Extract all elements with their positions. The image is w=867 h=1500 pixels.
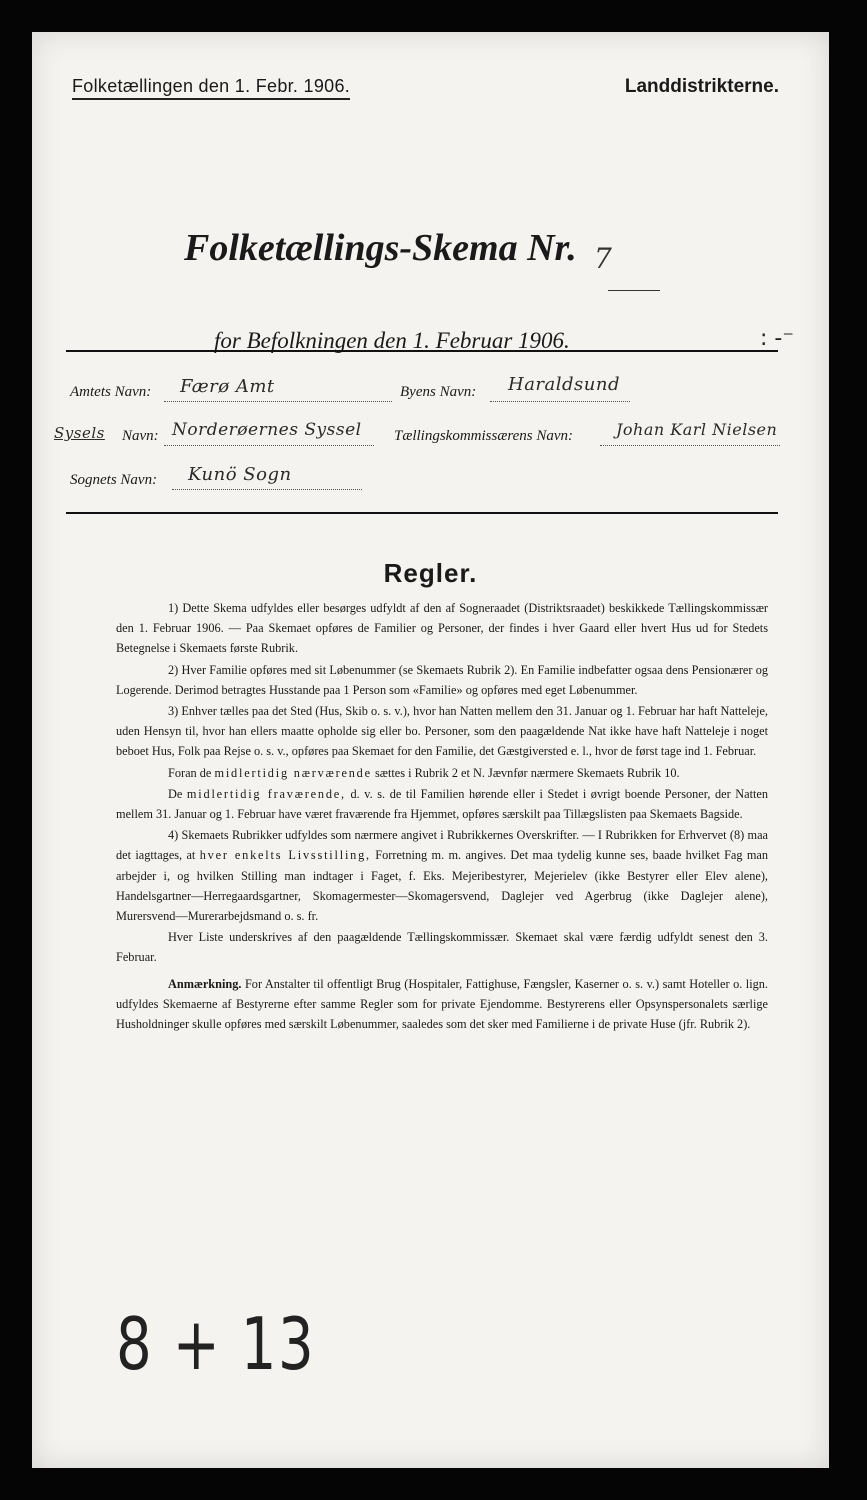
header-census-date: Folketællingen den 1. Febr. 1906. <box>72 76 350 100</box>
annotation-note <box>116 974 768 1035</box>
byens-line <box>490 401 630 402</box>
form-subtitle: for Befolkningen den 1. Februar 1906. <box>214 328 570 353</box>
rules-body <box>116 598 768 1035</box>
sogn-value: Kunö Sogn <box>188 464 292 485</box>
amt-line <box>164 401 392 402</box>
rule-4-post: Forretning m. m. angives. Det maa tydelig kunne ses, baade hvilket Fag man arbejder i, og hvilken Stilling man indtager i Faget, f. Eks. Mejeribestyrer, Mejerielev (ikke Bestyrer eller Elev alene), Handelsgartner—Herregaardsgartner, Skomagermester—Skomagersvend, Daglejer ved Agerbrug (ikke Daglejer alene), Murersvend—Murerarbejdsmand o. s. fr. <box>116 848 769 924</box>
rule-3b <box>116 763 768 783</box>
sogn-line <box>172 489 362 490</box>
kommissaer-label: Tællingskommissærens Navn: <box>394 428 574 444</box>
byens-value: Haraldsund <box>508 374 620 395</box>
amt-label: Amtets Navn: <box>70 384 152 400</box>
form-number: 7 <box>594 242 612 275</box>
sogn-label: Sognets Navn: <box>70 472 158 488</box>
annotation-text: For Anstalter til offentligt Brug (Hospitaler, Fattighuse, Fængsler, Kaserner o. s. v.) samt Hoteller o. lign. udfyldes Skemaerne af Bestyrerne efter samme Regler som for private Ejendomme. Bestyrerens eller Opsynspersonalets særlige Husholdninger skulle opføres med særskilt Løbenummer, saaledes som det sker med Familierne i de private Huse (jfr. Rubrik 2). <box>116 976 768 1032</box>
rule-4 <box>116 825 768 926</box>
rule-3c-pre: De <box>168 786 183 801</box>
rule-3c-post: d. v. s. de til Familien hørende eller i Stedet i øvrigt boende Personer, der Natten mellem 31. Januar og 1. Februar have været fraværende fra Hjemmet, opføres særskilt paa Tillægslisten paa Skemaets Bagside. <box>116 786 769 822</box>
herred-line <box>164 445 374 446</box>
divider-top <box>66 350 778 352</box>
header-district-type: Landdistrikterne. <box>624 76 779 97</box>
herred-value: Norderøernes Syssel <box>172 420 362 440</box>
census-form-page <box>32 32 829 1468</box>
rule-3b-spaced: midlertidig nærværende <box>214 765 372 780</box>
rule-4-spaced: hver enkelts Livsstilling, <box>199 848 371 863</box>
divider-bottom <box>66 512 778 514</box>
rule-3: 3) Enhver tælles paa det Sted (Hus, Skib o. s. v.), hvor han Natten mellem den 31. Januar og 1. Februar har haft Natteleje, uden Hensyn til, hvor han ellers maatte opholde sig eller bo. Personer, som den paagældende Nat ikke have haft Natteleje i noget beboet Hus, Folk paa Rejse o. s. v., opføres paa Skemaet for den Familie, det Gæstgiversted e. l., hvor de først tage ind 1. Februar. <box>116 704 768 759</box>
rule-3b-pre: Foran de <box>168 765 212 780</box>
form-title: Folketællings-Skema Nr. <box>184 227 577 269</box>
rule-1: 1) Dette Skema udfyldes eller besørges udfyldt af den af Sogneraadet (Distriktsraadet) beskikkede Tællingskommissær den 1. Februar 1906. — Paa Skemaet opføres de Familier og Personer, der findes i hver Gaard eller hvert Hus ud for Stedets Betegnelse i Skemaets første Rubrik. <box>116 601 768 656</box>
form-number-underline <box>608 290 660 291</box>
rule-3b-post: sættes i Rubrik 2 et N. Jævnfør nærmere Skemaets Rubrik 10. <box>374 765 680 780</box>
amt-value: Færø Amt <box>180 376 275 397</box>
kommissaer-value: Johan Karl Nielsen <box>616 420 778 439</box>
edge-ink-mark: : -⁻ <box>760 326 794 351</box>
rules-title: Regler. <box>383 558 478 588</box>
annotation-label: Anmærkning. <box>168 976 242 991</box>
rule-3c-spaced: midlertidig fraværende, <box>186 786 346 801</box>
rule-4b: Hver Liste underskrives af den paagældende Tællingskommissær. Skemaet skal være færdig udfyldt senest den 3. Februar. <box>116 930 768 965</box>
herred-label: Navn: <box>122 428 159 444</box>
kommissaer-line <box>600 445 780 446</box>
rule-4-pre: 4) Skemaets Rubrikker udfyldes som nærmere angivet i Rubrikkernes Overskrifter. — I Rubrikken for Erhvervet (8) maa det iagttages, at <box>116 828 768 863</box>
rule-3c <box>116 784 768 824</box>
rule-2: 2) Hver Familie opføres med sit Løbenummer (se Skemaets Rubrik 2). En Familie indbefatter ogsaa dens Pensionærer og Logerende. Derimod betragtes Husstande paa 1 Person som «Familie» og opføres med eget Løbenummer. <box>116 662 768 697</box>
handwritten-count: 8 + 13 <box>116 1302 316 1386</box>
herred-prefix: Sysels <box>54 424 105 442</box>
byens-label: Byens Navn: <box>400 384 477 400</box>
